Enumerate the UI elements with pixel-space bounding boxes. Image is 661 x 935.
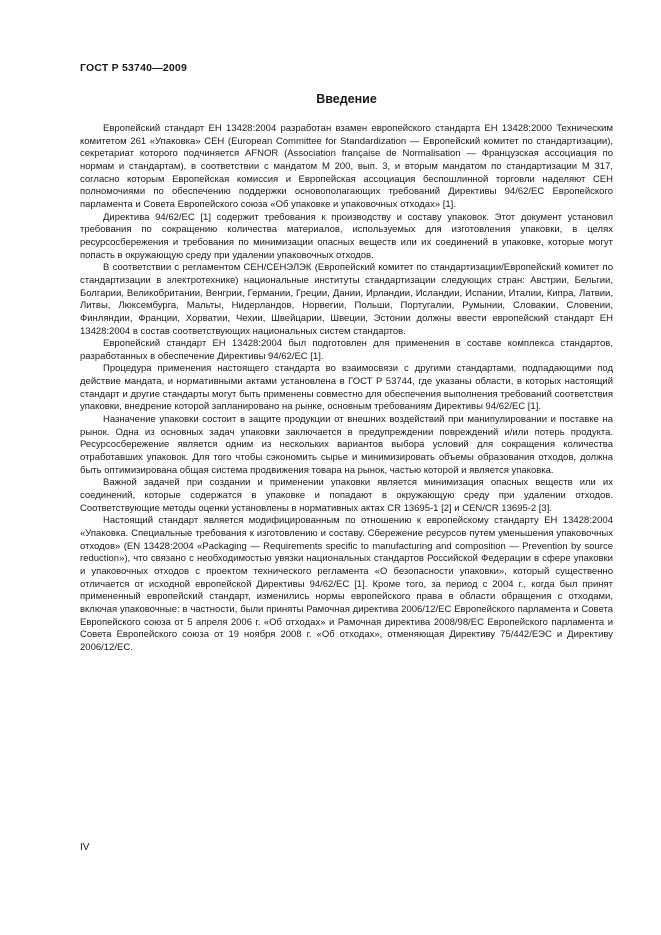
page-number: IV <box>80 842 90 853</box>
document-standard-code: ГОСТ Р 53740—2009 <box>80 62 188 74</box>
section-title: Введение <box>316 92 377 106</box>
paragraph: Европейский стандарт ЕН 13428:2004 разработан взамен европейского стандарта ЕН 13428:2000 Техническим комитетом 261 «Упаковка» CEH (European Committee for Standardization — Европейский комитет по стандартизации), секретариат которого подчиняется AFNOR (Association française de Normalisation — Французская ассоциация по нормам и стандартам), в соответствии с мандатом М 200, вып. 3, и вторым мандатом по стандартизации М 317, согласно которым Европейская комиссия и Европейская ассоциация беспошлинной торговли наделяют CEH полномочиями по обеспечению поддержки основополагающих требований Директивы 94/62/ЕС Европейского парламента и Совета Европейского союза «Об упаковке и упаковочных отходах» [1]. <box>80 123 613 210</box>
paragraph: Европейский стандарт ЕН 13428:2004 был подготовлен для применения в составе комплекса стандартов, разработанных в обеспечение Директивы 94/62/ЕС [1]. <box>80 338 613 362</box>
body-text <box>80 123 613 655</box>
paragraph: Директива 94/62/ЕС [1] содержит требования к производству и составу упаковок. Этот документ установил требования по сокращению количества материалов, используемых для изготовления упаковки, в целях ресурсосбережения и требования по минимизации опасных веществ или их соединений в упаковке, которые могут попасть в окружающую среду при удалении упаковочных отходов. <box>80 211 613 261</box>
paragraph: В соответствии с регламентом CEH/CEHЭЛЭК (Европейский комитет по стандартизации/Европейский комитет по стандартизации в электротехнике) национальные институты стандартизации следующих стран: Австрии, Бельгии, Болгарии, Великобритании, Венгрии, Германии, Греции, Дании, Ирландии, Исландии, Испании, Италии, Кипра, Латвии, Литвы, Люксембурга, Мальты, Нидерландов, Норвегии, Польши, Португалии, Румынии, Словакии, Словении, Финляндии, Франции, Хорватии, Чехии, Швейцарии, Швеции, Эстонии должны ввести европейский стандарт ЕН 13428:2004 в состав соответствующих национальных систем стандартов. <box>80 262 613 337</box>
paragraph: Процедура применения настоящего стандарта во взаимосвязи с другими стандартами, подпадающими под действие мандата, и нормативными актами установлена в ГОСТ Р 53744, где указаны области, в которых настоящий стандарт и другие стандарты могут быть применены совместно для обеспечения выполнения требований соответствия упаковки, внедрение которой запланировано на рынке, основным требованиям Директивы 94/62/ЕС [1]. <box>80 363 613 413</box>
paragraph: Настоящий стандарт является модифицированным по отношению к европейскому стандарту ЕН 13428:2004 «Упаковка. Специальные требования к изготовлению и составу. Сбережение ресурсов путем уменьшения упаковочных отходов» (EN 13428:2004 «Packaging — Requirements specific to manufacturing and composition — Prevention by source reduction»), что связано с необходимостью увязки национальных стандартов Российской Федерации в сфере упаковки и упаковочных отходов с проектом технического регламента «О безопасности упаковки», который существенно отличается от исходной европейской Директивы 94/62/ЕС [1]. Кроме того, за период с 2004 г., когда был принят примененный европейский стандарт, изменились нормы европейского права в области обращения с отходами, включая упаковочные: в частности, были приняты Рамочная директива 2006/12/ЕС Европейского парламента и Совета Европейского союза от 5 апреля 2006 г. «Об отходах» и Рамочная директива 2008/98/ЕС Европейского парламента и Совета Европейского союза от 19 ноября 2008 г. «Об отходах», отменяющая Директиву 75/442/ЕЭС и Директиву 2006/12/ЕС. <box>80 515 613 653</box>
paragraph: Важной задачей при создании и применении упаковки является минимизация опасных веществ или их соединений, которые содержатся в упаковке и попадают в окружающую среду при удалении отходов. Соответствующие методы оценки установлены в нормативных актах CR 13695-1 [2] и CEN/CR 13695-2 [3]. <box>80 477 613 514</box>
paragraph: Назначение упаковки состоит в защите продукции от внешних воздействий при манипулировании и поставке на рынок. Одна из основных задач упаковки заключается в предупреждении повреждений и/или потерь продукта. Ресурсосбережение является одним из нескольких вариантов выбора условий для сокращения количества отработавших упаковок. Для того чтобы сэкономить сырье и минимизировать объемы образования отходов, должна быть оптимизирована общая система продвижения товара на рынок, частью которой и является упаковка. <box>80 414 613 476</box>
